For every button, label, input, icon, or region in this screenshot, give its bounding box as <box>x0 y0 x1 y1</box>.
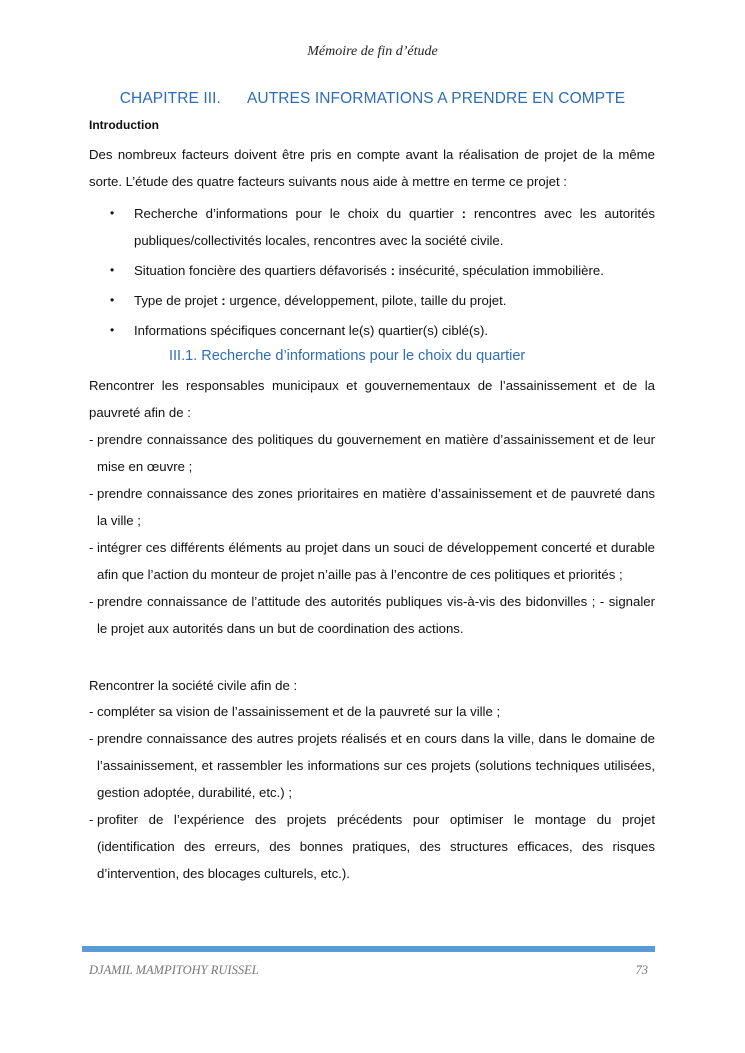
list-item <box>89 806 655 887</box>
footer-rule <box>82 946 655 952</box>
dash-marker: - <box>89 812 94 827</box>
section-heading: III.1. Recherche d’informations pour le choix du quartier <box>169 348 526 364</box>
list-item <box>89 588 655 642</box>
running-header: Mémoire de fin d’étude <box>307 44 438 59</box>
bullet-separator: : <box>386 263 399 278</box>
bullet-detail: rencontres avec les autorités publiques/collectivités locales, rencontres avec la société civile. <box>134 206 655 248</box>
bullet-icon: • <box>110 263 115 277</box>
list-item <box>89 480 655 534</box>
bullet-icon: • <box>110 206 115 220</box>
bullet-term: Situation foncière des quartiers défavorisés <box>134 263 387 278</box>
bullet-term: Informations spécifiques concernant le(s) quartier(s) ciblé(s). <box>134 323 489 338</box>
dash-marker: - <box>89 432 94 447</box>
civil-society-dash-list <box>89 698 655 887</box>
list-item-text: prendre connaissance de l’attitude des autorités publiques vis-à-vis des bidonvilles ; - signaler le projet aux autorités dans un but de coordination des actions. <box>97 594 655 636</box>
bullet-detail: insécurité, spéculation immobilière. <box>398 263 604 278</box>
section-paragraph-civil-society: Rencontrer la société civile afin de : <box>89 678 298 693</box>
list-item <box>89 725 655 806</box>
page-number: 73 <box>635 963 648 977</box>
list-item <box>89 426 655 480</box>
bullet-separator: : <box>217 293 230 308</box>
list-item-text: compléter sa vision de l’assainissement et de la pauvreté sur la ville ; <box>97 704 501 719</box>
bullet-separator: : <box>453 206 474 221</box>
intro-paragraph: Des nombreux facteurs doivent être pris en compte avant la réalisation de projet de la même sorte. L’étude des quatre facteurs suivants nous aide à mettre en terme ce projet : <box>89 147 655 189</box>
bullet-detail: urgence, développement, pilote, taille du projet. <box>229 293 507 308</box>
bullet-icon: • <box>110 323 115 337</box>
list-item-text: prendre connaissance des politiques du gouvernement en matière d’assainissement et de leur mise en œuvre ; <box>97 432 655 474</box>
list-item <box>89 698 655 725</box>
section-paragraph-officials: Rencontrer les responsables municipaux et gouvernementaux de l’assainissement et de la pauvreté afin de : <box>89 378 655 420</box>
list-item <box>89 534 655 588</box>
list-item-text: intégrer ces différents éléments au projet dans un souci de développement concerté et durable afin que l’action du monteur de projet n’aille pas à l’encontre de ces politiques et priorités ; <box>97 540 655 582</box>
footer-author: DJAMIL MAMPITOHY RUISSEL <box>89 963 259 977</box>
bullet-term: Recherche d’informations pour le choix du quartier <box>134 206 454 221</box>
bullet-icon: • <box>110 293 115 307</box>
list-item-text: prendre connaissance des zones prioritaires en matière d’assainissement et de pauvreté dans la ville ; <box>97 486 655 528</box>
chapter-name: AUTRES INFORMATIONS A PRENDRE EN COMPTE <box>246 90 626 107</box>
intro-bullet-list <box>89 200 655 347</box>
bullet-item <box>89 287 655 314</box>
introduction-heading: Introduction <box>89 118 159 132</box>
bullet-term: Type de projet <box>134 293 218 308</box>
dash-marker: - <box>89 540 94 555</box>
chapter-title <box>0 90 745 108</box>
dash-marker: - <box>89 731 94 746</box>
bullet-item <box>89 317 655 344</box>
list-item-text: profiter de l’expérience des projets précédents pour optimiser le montage du projet (identification des erreurs, des bonnes pratiques, des structures efficaces, des risques d’intervention, des blocages culturels, etc.). <box>97 812 655 881</box>
chapter-number: CHAPITRE III. <box>119 90 221 107</box>
dash-marker: - <box>89 704 94 719</box>
bullet-item <box>89 200 655 254</box>
officials-dash-list <box>89 426 655 642</box>
dash-marker: - <box>89 594 94 609</box>
bullet-item <box>89 257 655 284</box>
list-item-text: prendre connaissance des autres projets réalisés et en cours dans la ville, dans le domaine de l’assainissement, et rassembler les informations sur ces projets (solutions techniques utilisées, gestion adoptée, durabilité, etc.) ; <box>97 731 655 800</box>
dash-marker: - <box>89 486 94 501</box>
